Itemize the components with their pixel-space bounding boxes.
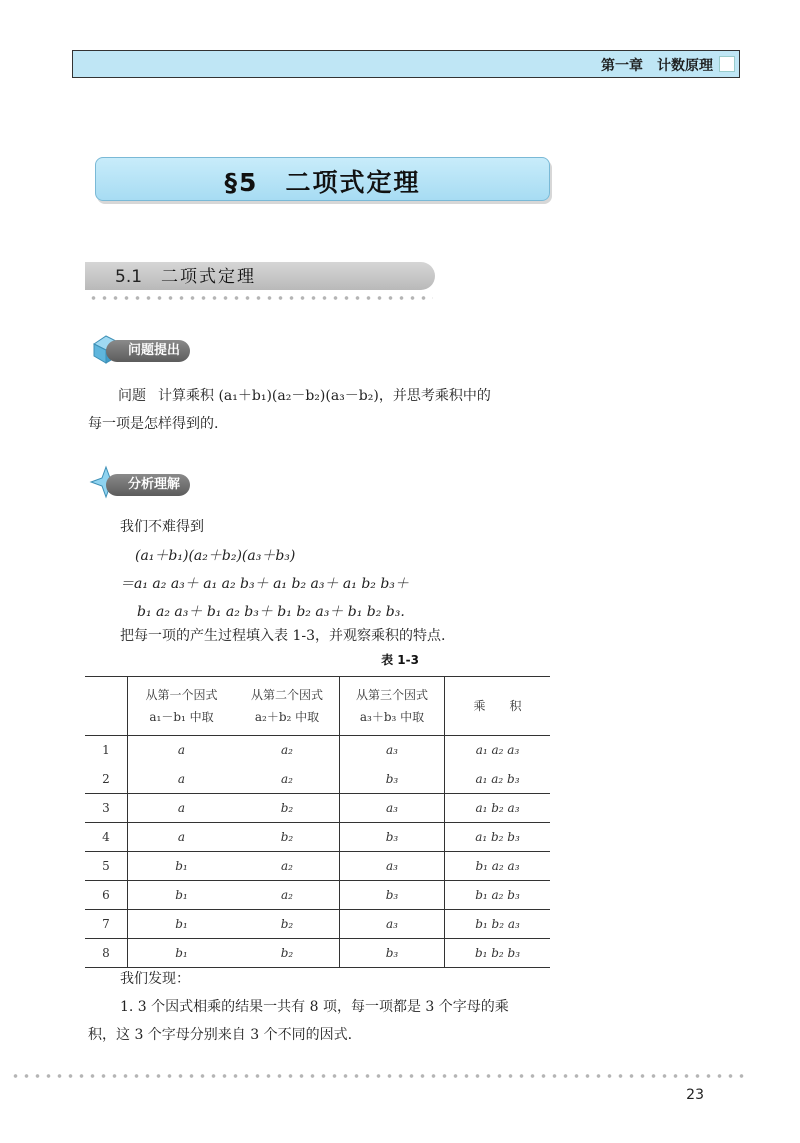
table-row xyxy=(85,823,550,852)
question-line1 xyxy=(118,382,568,410)
first-factor-cell: a xyxy=(128,823,236,852)
equation-line-2: ＝a₁ a₂ a₃＋ a₁ a₂ b₃＋ a₁ b₂ a₃＋ a₁ b₂ b₃＋ xyxy=(120,576,409,592)
table-row xyxy=(85,794,550,823)
table-row xyxy=(85,881,550,910)
subsection-title: 二项式定理 xyxy=(161,267,256,287)
product-cell: b₁ a₂ b₃ xyxy=(445,881,551,910)
table-row xyxy=(85,852,550,881)
header-product: 乘 积 xyxy=(445,677,551,736)
subsection-bar xyxy=(85,262,435,290)
subsection-dot-rule xyxy=(88,295,433,301)
third-factor-cell: a₃ xyxy=(340,852,445,881)
first-factor-cell: a xyxy=(128,794,236,823)
product-cell: b₁ a₂ a₃ xyxy=(445,852,551,881)
second-factor-cell: b₂ xyxy=(280,830,294,844)
running-header-box xyxy=(719,56,735,72)
header-third-factor-line2: a₃＋b₃ 中取 xyxy=(359,710,425,724)
third-factor-cell: b₃ xyxy=(340,939,445,968)
table-row xyxy=(85,765,550,794)
first-factor-cell: b₁ xyxy=(128,910,236,939)
first-factor-cell: b₁ xyxy=(128,881,236,910)
table-header-row xyxy=(85,677,550,736)
third-factor-cell: b₃ xyxy=(340,823,445,852)
header-index xyxy=(85,677,128,736)
row-index: 3 xyxy=(102,801,110,815)
page-number: 23 xyxy=(686,1087,704,1103)
analysis-intro: 我们不难得到 xyxy=(120,519,204,535)
first-factor-cell: a xyxy=(128,736,236,765)
second-factor-cell: b₂ xyxy=(280,946,294,960)
product-table xyxy=(85,676,550,968)
first-factor-cell: b₁ xyxy=(128,939,236,968)
header-second-factor-line2: a₂＋b₂ 中取 xyxy=(254,710,320,724)
third-factor-cell: a₃ xyxy=(340,794,445,823)
header-third-factor xyxy=(340,677,445,736)
equation-line-3: b₁ a₂ a₃＋ b₁ a₂ b₃＋ b₁ b₂ a₃＋ b₁ b₂ b₃. xyxy=(137,604,405,620)
third-factor-cell: b₃ xyxy=(340,765,445,794)
product-cell: b₁ b₂ a₃ xyxy=(445,910,551,939)
row-index: 4 xyxy=(102,830,110,844)
table-row xyxy=(85,939,550,968)
section-banner xyxy=(95,157,550,201)
running-header-title: 第一章 计数原理 xyxy=(601,58,713,74)
equation-line-1: (a₁＋b₁)(a₂＋b₂)(a₃＋b₃) xyxy=(135,548,296,564)
section-title: §5 二项式定理 xyxy=(224,168,421,197)
row-index: 8 xyxy=(102,946,110,960)
findings-item1-line2: 积，这 3 个字母分别来自 3 个不同的因式. xyxy=(88,1027,353,1043)
analysis-label xyxy=(88,464,208,504)
row-index: 2 xyxy=(102,771,110,786)
question-label xyxy=(88,330,208,370)
product-cell: a₁ a₂ a₃ xyxy=(445,736,551,765)
second-factor-cell: a₂ xyxy=(281,888,293,902)
product-cell: a₁ b₂ b₃ xyxy=(445,823,551,852)
question-line2: 每一项是怎样得到的. xyxy=(88,416,219,432)
table-row xyxy=(85,736,550,765)
product-cell: a₁ b₂ a₃ xyxy=(445,794,551,823)
header-first-factor-line2: a₁－b₁ 中取 xyxy=(149,710,214,724)
second-factor-cell: b₂ xyxy=(280,917,294,931)
third-factor-cell: a₃ xyxy=(340,910,445,939)
header-second-factor-line1: 从第二个因式 xyxy=(250,688,323,702)
row-index: 5 xyxy=(102,859,110,873)
first-factor-cell: a xyxy=(128,765,236,794)
row-index: 6 xyxy=(102,888,110,902)
question-lead: 问题 xyxy=(118,388,146,404)
second-factor-cell: a₂ xyxy=(281,743,293,758)
table-row xyxy=(85,910,550,939)
header-third-factor-line1: 从第三个因式 xyxy=(355,688,428,702)
footer-dot-rule xyxy=(10,1073,750,1079)
findings-item1-line1: 1. 3 个因式相乘的结果一共有 8 项，每一项都是 3 个字母的乘 xyxy=(120,999,509,1015)
question-label-text: 问题提出 xyxy=(106,340,190,362)
third-factor-cell: a₃ xyxy=(340,736,445,765)
findings-intro: 我们发现： xyxy=(120,971,190,987)
second-factor-cell: a₂ xyxy=(281,771,293,786)
subsection-number: 5.1 xyxy=(115,267,143,287)
first-factor-cell: b₁ xyxy=(128,852,236,881)
header-second-factor xyxy=(235,677,340,736)
second-factor-cell: a₂ xyxy=(281,859,293,873)
product-cell: b₁ b₂ b₃ xyxy=(445,939,551,968)
analysis-instruction: 把每一项的产生过程填入表 1-3，并观察乘积的特点. xyxy=(120,628,446,644)
header-first-factor-line1: 从第一个因式 xyxy=(145,688,218,702)
table-caption: 表 1-3 xyxy=(381,653,419,667)
product-cell: a₁ a₂ b₃ xyxy=(445,765,551,794)
header-first-factor xyxy=(128,677,236,736)
second-factor-cell: b₂ xyxy=(280,801,294,815)
running-header xyxy=(72,50,740,78)
question-text: 计算乘积 (a₁＋b₁)(a₂－b₂)(a₃－b₂)，并思考乘积中的 xyxy=(158,388,491,404)
row-index: 7 xyxy=(102,917,110,931)
third-factor-cell: b₃ xyxy=(340,881,445,910)
row-index: 1 xyxy=(102,743,110,758)
analysis-label-text: 分析理解 xyxy=(106,474,190,496)
